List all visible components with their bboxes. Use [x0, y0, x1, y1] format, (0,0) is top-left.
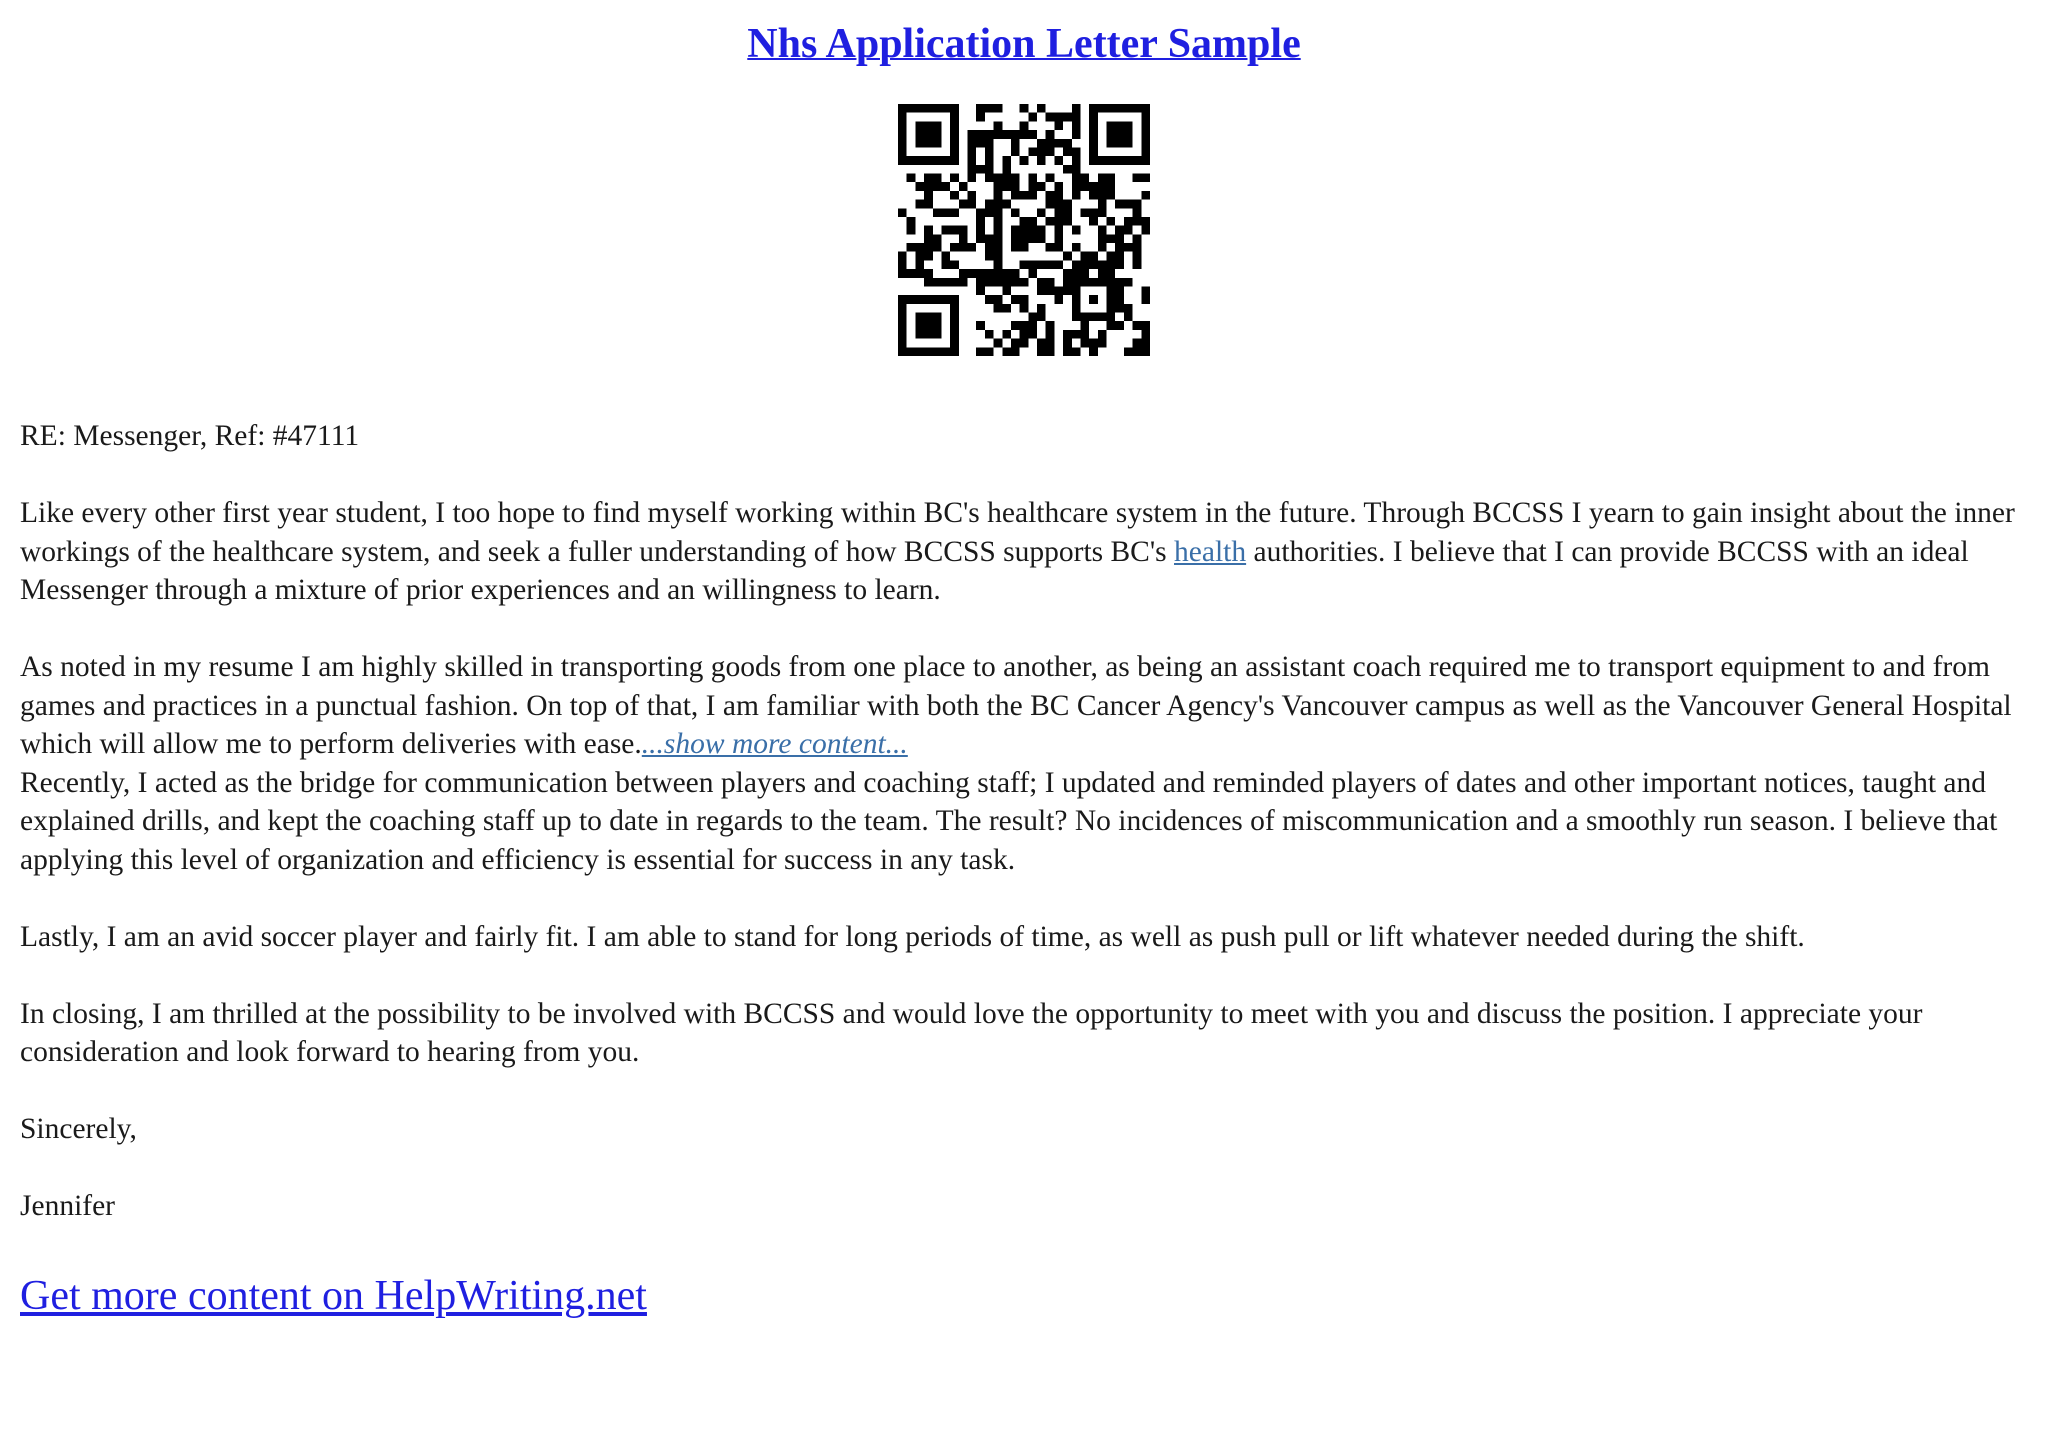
closing-salutation: Sincerely, — [20, 1113, 137, 1145]
paragraph-closing: In closing, I am thrilled at the possibility to be involved with BCCSS and would love the opportunity to meet with you and discuss the position. I appreciate your consideration and look forward to hearing from you. — [20, 997, 1923, 1068]
show-more-link[interactable]: ...show more content... — [641, 728, 908, 760]
letter-body — [20, 417, 2030, 1264]
paragraph-intro-text-2: authorities. I believe that I can provide BCCSS with an ideal Messenger through a mixture of prior experiences and an willingness to learn. — [20, 535, 1969, 606]
signature-name: Jennifer — [20, 1190, 116, 1222]
reference-line: RE: Messenger, Ref: #47111 — [20, 420, 360, 452]
footer — [20, 1270, 647, 1322]
paragraph-fitness: Lastly, I am an avid soccer player and fairly fit. I am able to stand for long periods of time, as well as push pull or lift whatever needed during the shift. — [20, 920, 1805, 953]
page-title — [0, 18, 2048, 70]
paragraph-intro — [20, 494, 2030, 610]
paragraph-communication: Recently, I acted as the bridge for communication between players and coaching staff; I updated and reminded players of dates and other important notices, taught and explained drills, and kept the coaching staff up to date in regards to the team. The result? No incidences of miscommunication and a smoothly run season. I believe that applying this level of organization and efficiency is essential for success in any task. — [20, 766, 1998, 876]
paragraph-experience-text: As noted in my resume I am highly skilled in transporting goods from one place to another, as being an assistant coach required me to transport equipment to and from games and practices in a punctual fashion. On top of that, I am familiar with both the BC Cancer Agency's Vancouver campus as well as the Vancouver General Hospital which will allow me to perform deliveries with ease. — [20, 651, 2012, 760]
paragraph-intro-text-1: Like every other first year student, I too hope to find myself working within BC's healthcare system in the future. Through BCCSS I yearn to gain insight about the inner workings of the healthcare system, and seek a fuller understanding of how BCCSS supports BC's — [20, 497, 2015, 568]
qr-code-image — [898, 104, 1150, 356]
title-link[interactable]: Nhs Application Letter Sample — [747, 21, 1301, 67]
health-link[interactable]: health — [1174, 535, 1247, 568]
helpwriting-link[interactable]: Get more content on HelpWriting.net — [20, 1273, 647, 1319]
paragraph-experience — [20, 648, 2030, 764]
